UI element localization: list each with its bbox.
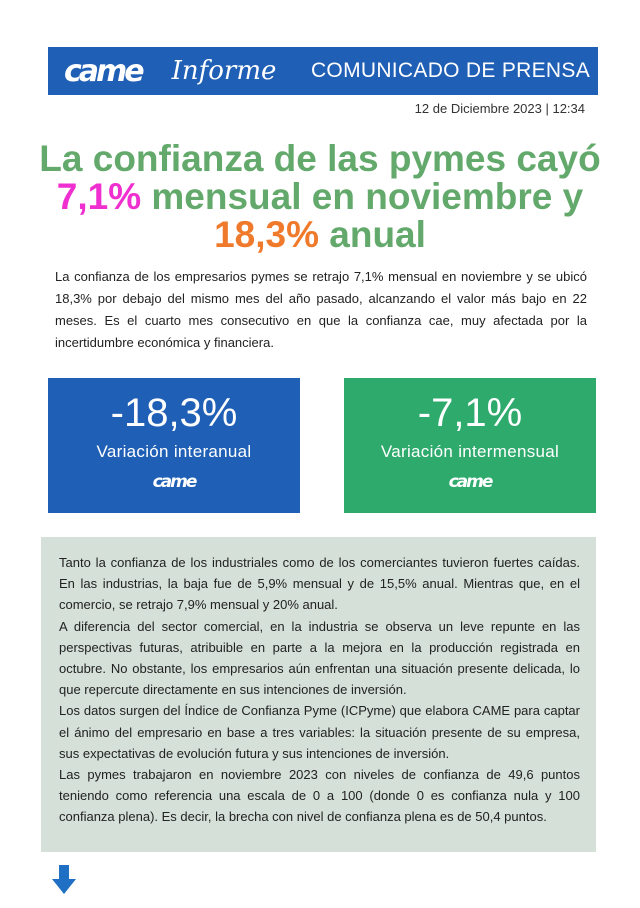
stat-card-annual [48, 378, 300, 513]
publication-date: 12 de Diciembre 2023 | 12:34 [414, 101, 585, 116]
body-paragraph: A diferencia del sector comercial, en la industria se observa un leve repunte en las perspectivas futuras, atribuible en parte a la mejora en la producción registrada en octubre. No obstante, los empresarios aún enfrentan una situación presente delicada, lo que repercute directamente en sus intenciones de inversión. [59, 618, 580, 698]
body-paragraph: Las pymes trabajaron en noviembre 2023 con niveles de confianza de 49,6 puntos teniendo como referencia una escala de 0 a 100 (donde 0 es confianza nula y 100 confianza plena). Es decir, la brecha con nivel de confianza plena es de 50,4 puntos. [59, 767, 580, 825]
headline-part-2: mensual en noviembre y [141, 176, 584, 217]
arrow-down-icon[interactable] [52, 865, 76, 895]
header-bar [48, 47, 598, 95]
stat-value-annual: -18,3% [110, 391, 238, 435]
headline-highlight-annual: 18,3% [214, 214, 319, 255]
stat-value-monthly: -7,1% [417, 391, 523, 435]
headline-highlight-monthly: 7,1% [56, 176, 142, 217]
informe-logo: Informe [171, 56, 277, 86]
came-logo: came [64, 53, 142, 89]
stat-label-annual: Variación interanual [96, 442, 252, 461]
stat-label-monthly: Variación intermensual [380, 442, 560, 461]
body-paragraph: Tanto la confianza de los industriales como de los comerciantes tuvieron fuertes caídas. En las industrias, la baja fue de 5,9% mensual y de 15,5% anual. Mientras que, en el comercio, se retrajo 7,9% mensual y 20% anual. [59, 555, 580, 613]
header-title: COMUNICADO DE PRENSA [310, 59, 590, 82]
headline-part-1: La confianza de las pymes cayó [39, 138, 601, 179]
body-paragraph: Los datos surgen del Índice de Confianza Pyme (ICPyme) que elabora CAME para captar el ánimo del empresario en base a tres variables: la situación presente de su empresa, sus expectativas de evolución futura y sus intenciones de inversión. [59, 703, 580, 761]
headline [20, 140, 620, 254]
stat-card-monthly [344, 378, 596, 513]
headline-part-3: anual [319, 214, 426, 255]
came-logo-small: came [152, 472, 196, 492]
body-panel [41, 537, 596, 852]
lead-paragraph: La confianza de los empresarios pymes se retrajo 7,1% mensual en noviembre y se ubicó 18,3% por debajo del mismo mes del año pasado, alcanzando el valor más bajo en 22 meses. Es el cuarto mes consecutivo en que la confianza cae, muy afectada por la incertidumbre económica y financiera. [55, 269, 587, 350]
came-logo-small: came [448, 472, 492, 492]
